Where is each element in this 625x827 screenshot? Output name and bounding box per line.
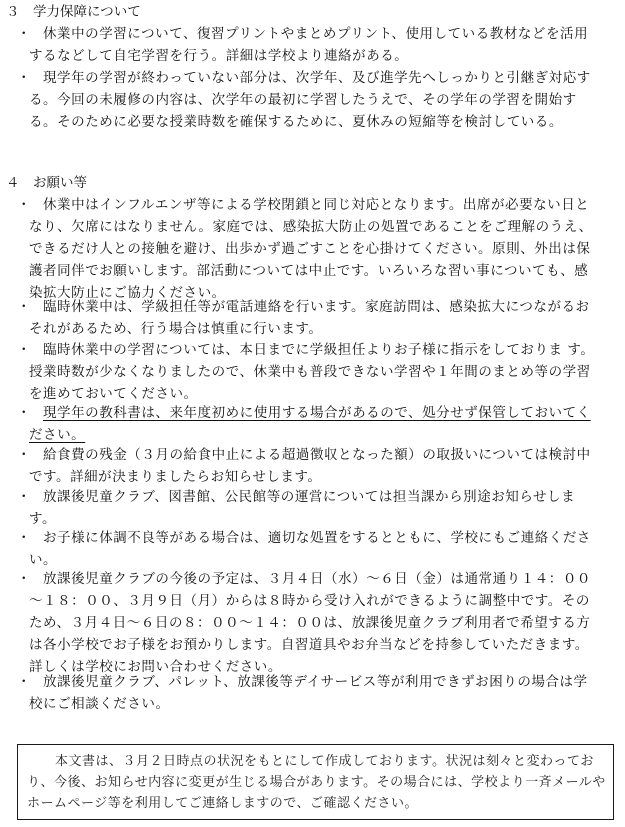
list-item-text: 臨時休業中は、学級担任等が電話連絡を行います。家庭訪問は、感染拡大につながるおそれがあるため、行う場合は慎重に行います。 xyxy=(29,299,590,337)
bullet-mark: ・ xyxy=(17,299,31,315)
bullet-mark: ・ xyxy=(17,197,31,213)
list-item-text: 臨時休業中の学習については、本日までに学級担任よりお子様に指示をしておりま す。授業時数が少なくなりましたので、休業中も普段できない学習や１年間のまとめ等の学習を進めておいてください。 xyxy=(29,342,595,402)
list-item-text: 放課後児童クラブの今後の予定は、３月４日（水）～６日（金）は通常通り１４：００～１８：００、３月９日（月）からは８時から受け入れができるように調整中です。そのため、３月４日～６日の８：００～１４：００は、放課後児童クラブ利用者で希望する方は各小学校でお子様をお預かりします。自習道具やお弁当などを持参していただきます。詳しくは学校にお問い合わせください。 xyxy=(29,571,591,675)
bullet-mark: ・ xyxy=(17,674,31,690)
list-item-text: 休業中はインフルエンザ等による学校閉鎖と同じ対応となります。出席が必要ない日となり、欠席にはなりません。家庭では、感染拡大防止の処置であることをご理解のうえ、できるだけ人との接触を避け、出歩かず過ごすことを心掛けてください。原則、外出は保護者同伴でお願いします。部活動については中止です。いろいろな習い事についても、感染拡大防止にご協力ください。 xyxy=(29,197,593,301)
bullet-mark: ・ xyxy=(17,342,31,358)
list-item-text: 給食費の残金（３月の給食中止による超過徴収となった額）の取扱いについては検討中です。詳細が決まりましたらお知らせします。 xyxy=(29,447,591,485)
list-item-text: 現学年の学習が終わっていない部分は、次学年、及び進学先へしっかりと引継ぎ対応する。今回の未履修の内容は、次学年の最初に学習したうえで、その学年の学習を開始する。そのために必要な授業時数を確保するために、夏休みの短縮等を検討している。 xyxy=(29,70,591,130)
section-3-heading: ３ 学力保障について xyxy=(6,4,141,20)
section-4-heading: ４ お願い等 xyxy=(6,175,87,191)
list-item-text: お子様に体調不良等がある場合は、適切な処置をするとともに、学校にもご連絡ください。 xyxy=(29,530,591,568)
list-item-text: 休業中の学習について、復習プリントやまとめプリント、使用している教材などを活用するなどして自宅学習を行う。詳細は学校より連絡がある。 xyxy=(29,26,589,64)
bullet-mark: ・ xyxy=(17,530,31,546)
bullet-mark: ・ xyxy=(17,70,31,86)
list-item-text: 放課後児童クラブ、図書館、公民館等の運営については担当課から別途お知らせします。 xyxy=(29,489,576,527)
bullet-mark: ・ xyxy=(17,405,31,421)
notice-box xyxy=(17,744,614,820)
bullet-mark: ・ xyxy=(17,447,31,463)
list-item-text-underlined: 現学年の教科書は、来年度初めに使用する場合があるので、処分せず保管しておいてください。 xyxy=(29,405,591,443)
notice-text: 本文書は、３月２日時点の状況をもとにして作成しております。状況は刻々と変わっており、今後、お知らせ内容に変更が生じる場合があります。その場合には、学校より一斉メールやホームページ等を利用してご連絡しますので、ご確認ください。 xyxy=(27,754,606,811)
list-item-text: 放課後児童クラブ、パレット、放課後等デイサービス等が利用できずお困りの場合は学校にご相談ください。 xyxy=(29,674,588,712)
bullet-mark: ・ xyxy=(17,489,31,505)
bullet-mark: ・ xyxy=(17,26,31,42)
bullet-mark: ・ xyxy=(17,571,31,587)
